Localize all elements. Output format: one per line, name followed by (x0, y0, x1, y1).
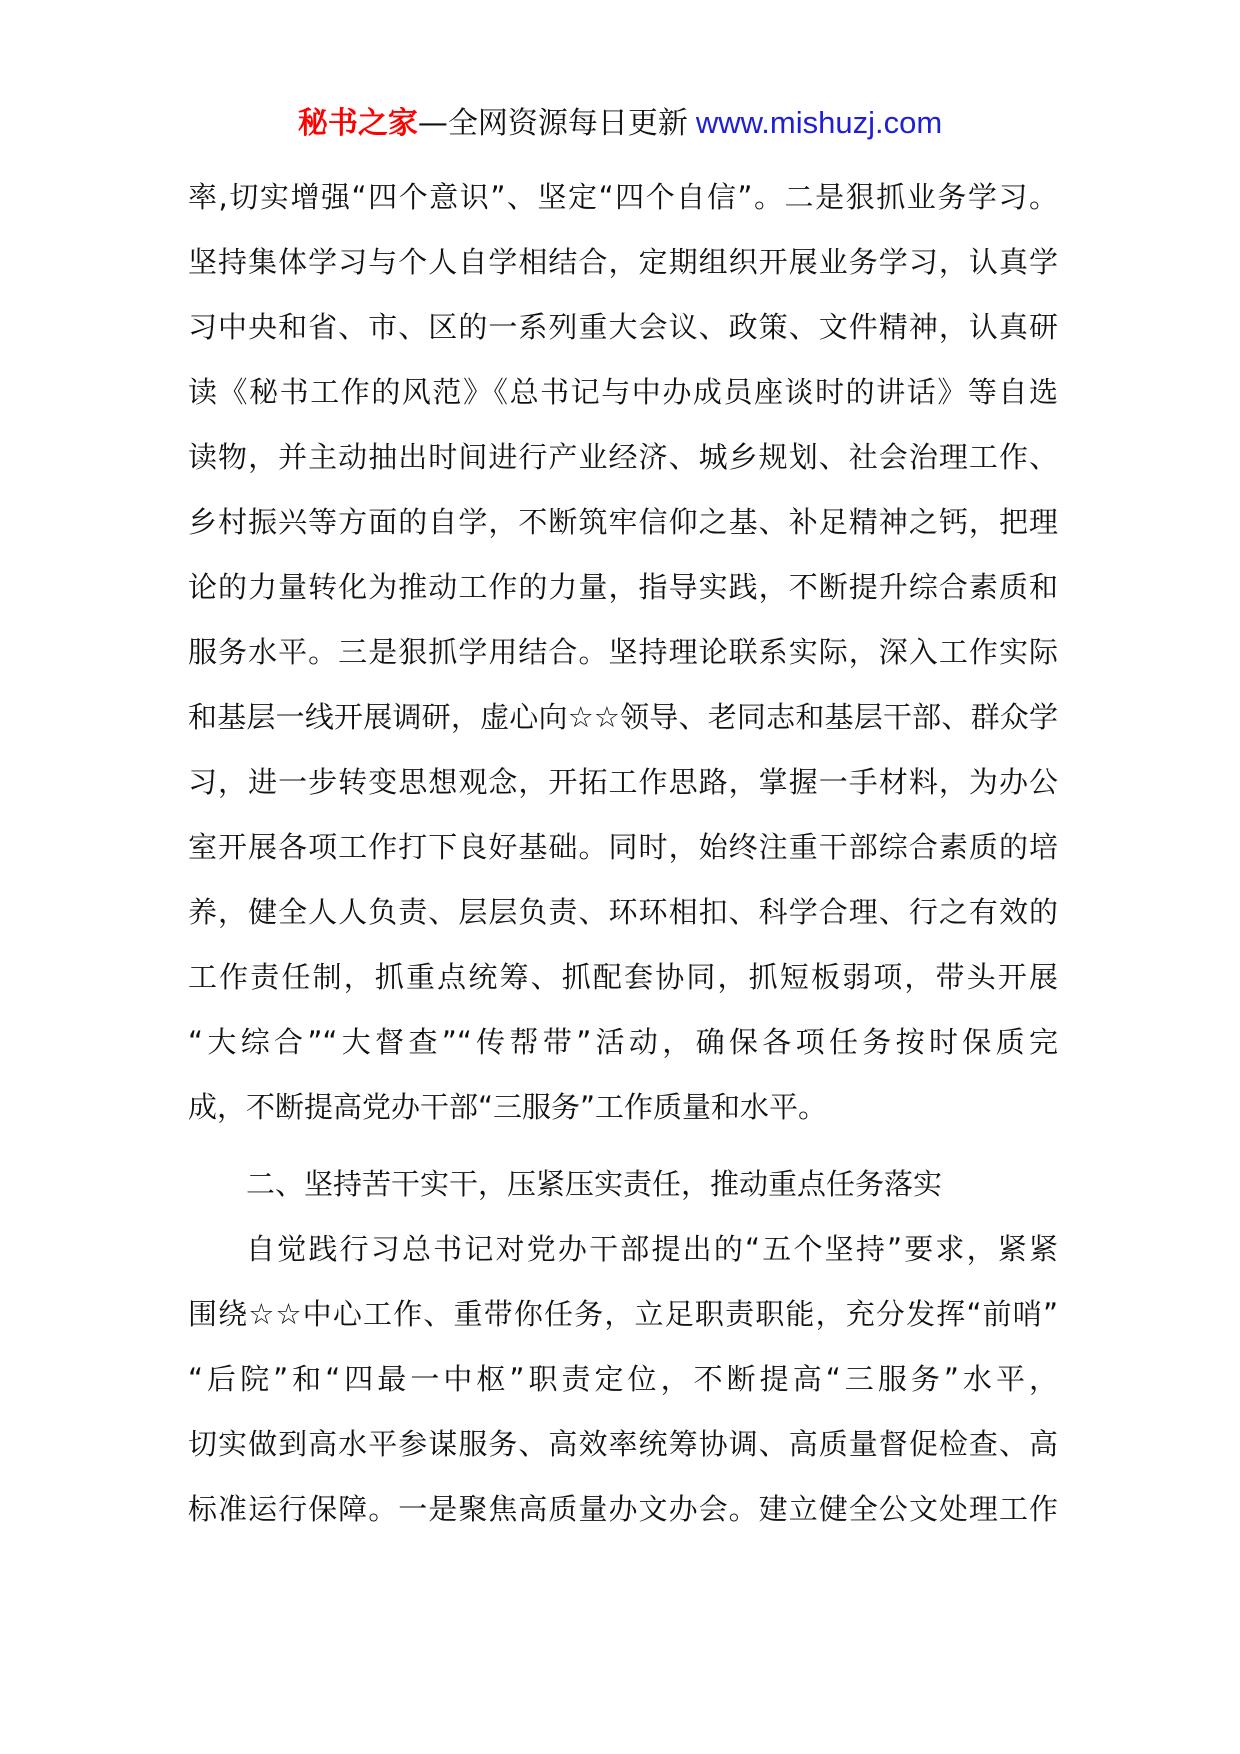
text-line: 工作责任制，抓重点统筹、抓配套协同，抓短板弱项，带头开展 (188, 960, 1058, 994)
text-line: 习中央和省、市、区的一系列重大会议、政策、文件精神，认真研 (188, 310, 1058, 344)
text-line: 室开展各项工作打下良好基础。同时，始终注重干部综合素质的培 (188, 830, 1058, 864)
text-line: 服务水平。三是狠抓学用结合。坚持理论联系实际，深入工作实际 (188, 635, 1058, 669)
brand-name: 秘书之家 (297, 106, 418, 141)
text-line: 论的力量转化为推动工作的力量，指导实践，不断提升综合素质和 (188, 570, 1058, 604)
text-line: 坚持集体学习与个人自学相结合，定期组织开展业务学习，认真学 (188, 245, 1058, 279)
text-line: 围绕☆☆中心工作、重带你任务，立足职责职能，充分发挥“前哨” (188, 1297, 1058, 1331)
text-line: 成，不断提高党办干部“三服务”工作质量和水平。 (188, 1090, 828, 1124)
document-body (188, 165, 1058, 1542)
header-tagline: —全网资源每日更新 (417, 106, 688, 141)
paragraph-spacer (188, 1140, 1058, 1152)
text-line: 自觉践行习总书记对党办干部提出的“五个坚持”要求，紧紧 (246, 1232, 1058, 1266)
site-header-banner (0, 103, 1240, 144)
text-line: 和基层一线开展调研，虚心向☆☆领导、老同志和基层干部、群众学 (188, 700, 1058, 734)
text-line: 读《秘书工作的风范》《总书记与中办成员座谈时的讲话》等自选 (188, 375, 1058, 409)
text-line: 标准运行保障。一是聚焦高质量办文办会。建立健全公文处理工作 (188, 1492, 1058, 1526)
text-line: “大综合”“大督查”“传帮带”活动，确保各项任务按时保质完 (188, 1025, 1058, 1059)
text-line: 切实做到高水平参谋服务、高效率统筹协调、高质量督促检查、高 (188, 1427, 1058, 1461)
text-line: 习，进一步转变思想观念，开拓工作思路，掌握一手材料，为办公 (188, 765, 1058, 799)
text-line: 乡村振兴等方面的自学，不断筑牢信仰之基、补足精神之钙，把理 (188, 505, 1058, 539)
text-line: 读物，并主动抽出时间进行产业经济、城乡规划、社会治理工作、 (188, 440, 1058, 474)
text-line: 率,切实增强“四个意识”、坚定“四个自信”。二是狠抓业务学习。 (188, 180, 1058, 214)
site-url-link[interactable]: www.mishuzj.com (695, 105, 943, 140)
section-heading: 二、坚持苦干实干，压紧压实责任，推动重点任务落实 (246, 1167, 943, 1201)
text-line: 养，健全人人负责、层层负责、环环相扣、科学合理、行之有效的 (188, 895, 1058, 929)
text-line: “后院”和“四最一中枢”职责定位，不断提高“三服务”水平， (188, 1362, 1058, 1396)
